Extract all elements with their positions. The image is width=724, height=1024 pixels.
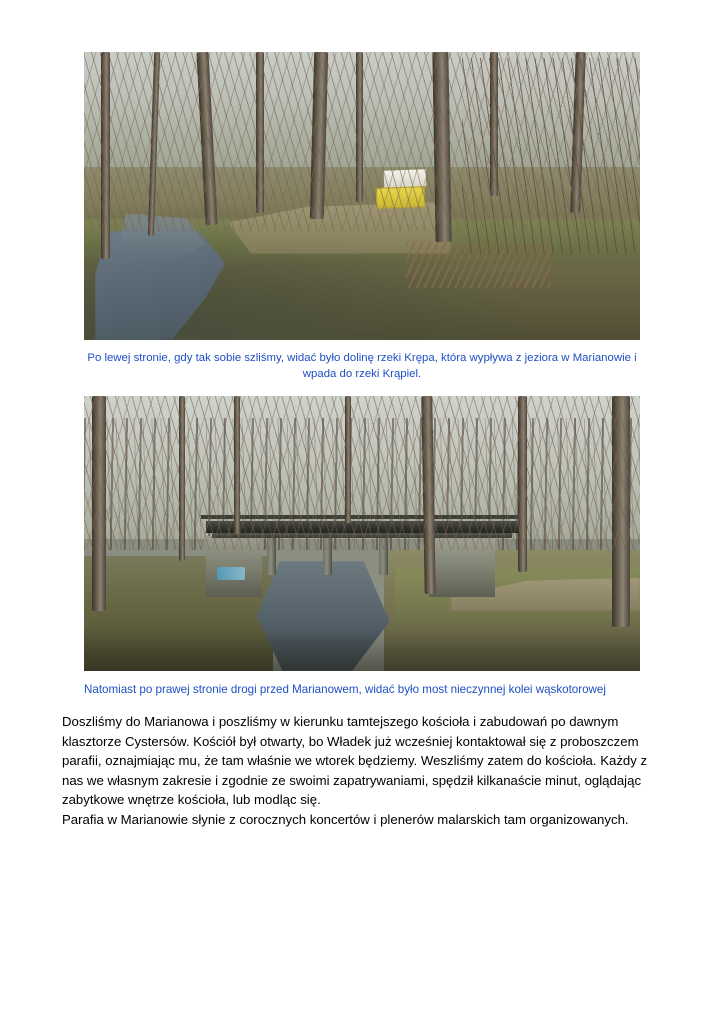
body-text	[62, 698, 662, 829]
photo-krepa-river-valley	[84, 52, 640, 340]
photo-narrow-gauge-railway-bridge	[84, 396, 640, 671]
document-content	[48, 0, 676, 829]
photo2-twig-overlay	[84, 396, 640, 550]
figure-caption: Natomiast po prawej stronie drogi przed Marianowem, widać było most nieczynnej kolei wąskotorowej	[84, 683, 606, 696]
photo2-foreground-shadow	[84, 627, 640, 671]
figure-stream-valley	[48, 52, 676, 382]
figure-railway-bridge	[48, 396, 676, 698]
figure-spacer	[48, 382, 676, 396]
paragraph: Parafia w Marianowie słynie z corocznych koncertów i plenerów malarskich tam organizowanych.	[62, 811, 629, 827]
photo1-twig-overlay	[84, 52, 640, 231]
figure-caption: Po lewej stronie, gdy tak sobie szliśmy, widać było dolinę rzeki Krępa, która wypływa z jeziora w Marianowie i wpada do rzeki Krąpiel.	[87, 352, 637, 380]
photo2-graffiti	[217, 567, 245, 581]
paragraph: Doszliśmy do Marianowa i poszliśmy w kierunku tamtejszego kościoła i zabudowań po dawnym klasztorze Cystersów. Kościół był otwarty, bo Władek już wcześniej kontaktował się z proboszczem parafii, oznajmiając mu, że tam właśnie we wtorek będziemy. Weszliśmy zatem do kościoła. Każdy z nas we własnym zakresie i zgodnie ze swoimi zapatrywaniami, spędził kilkanaście minut, oglądając zabytkowe wnętrze kościoła, lub modląc się.	[62, 714, 648, 807]
